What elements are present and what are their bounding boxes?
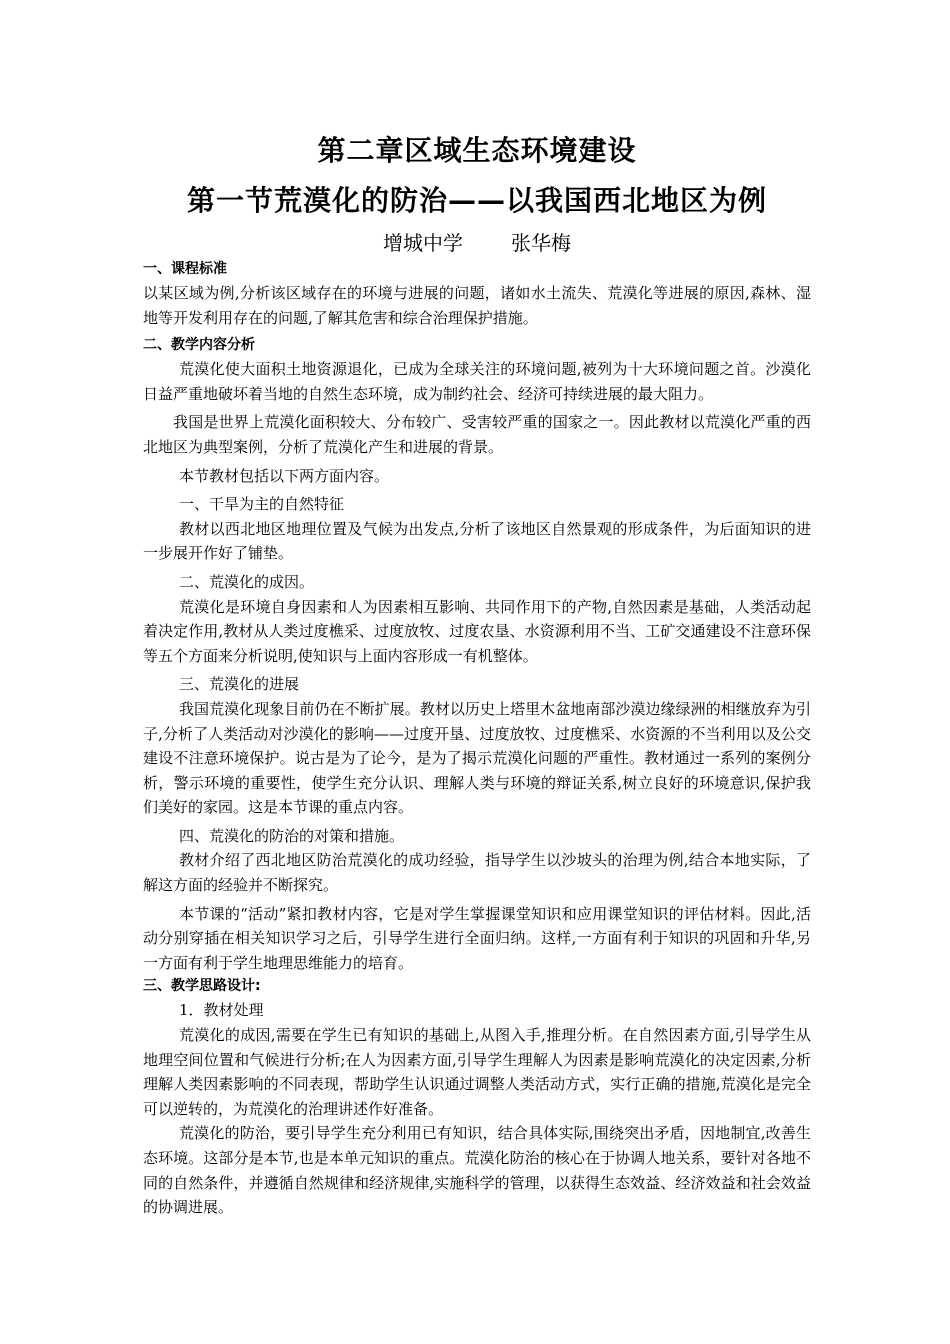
paragraph: 本节课的“活动”紧扣教材内容，它是对学生掌握课堂知识和应用课堂知识的评估材料。因此,活动分别穿插在相关知识学习之后，引导学生进行全面归纳。这样,一方面有利于知识的巩固和升华,另一方面有利于学生地理思维能力的培育。 [143,904,811,972]
section-heading-content-analysis: 二、教学内容分析 [143,337,255,354]
author-name: 张华梅 [511,231,571,255]
subheading: 四、荒漠化的防治的对策和措施。 [179,826,405,845]
document-page [143,128,811,1220]
chapter-title: 第二章区域生态环境建设 [317,134,637,167]
paragraph: 教材以西北地区地理位置及气候为出发点,分析了该地区自然景观的形成条件，为后面知识的进一步展开作好了铺垫。 [143,519,811,563]
section-title: 第一节荒漠化的防治——以我国西北地区为例 [186,184,767,217]
subheading: 二、荒漠化的成因。 [179,572,315,591]
paragraph: 荒漠化是环境自身因素和人为因素相互影响、共同作用下的产物,自然因素是基础，人类活动起着决定作用,教材从人类过度樵采、过度放牧、过度农垦、水资源利用不当、工矿交通建设不注意环保等五个方面来分析说明,使知识与上面内容形成一有机整体。 [143,597,811,665]
paragraph: 以某区域为例,分析该区域存在的环境与进展的问题，诸如水土流失、荒漠化等进展的原因,森林、湿地等开发利用存在的问题,了解其危害和综合治理保护措施。 [143,284,811,327]
paragraph: 教材介绍了西北地区防治荒漠化的成功经验，指导学生以沙坡头的治理为例,结合本地实际，了解这方面的经验并不断探究。 [143,851,811,895]
author-line [143,228,811,258]
subheading: 三、荒漠化的进展 [179,675,300,694]
paragraph: 我国是世界上荒漠化面积较大、分布较广、受害较严重的国家之一。因此教材以荒漠化严重的西北地区为典型案例，分析了荒漠化产生和进展的背景。 [143,413,811,456]
section-heading-curriculum: 一、课程标准 [143,261,227,277]
paragraph: 我国荒漠化现象目前仍在不断扩展。教材以历史上塔里木盆地南部沙漠边缘绿洲的相继放弃为引子,分析了人类活动对沙漠化的影响——过度开垦、过度放牧、过度樵采、水资源的不当利用以及公交建设不注意环境保护。说古是为了论今，是为了揭示荒漠化问题的严重性。教材通过一系列的案例分析，警示环境的重要性，使学生充分认识、理解人类与环境的辩证关系,树立良好的环境意识,保护我们美好的家园。这是本节课的重点内容。 [143,699,811,817]
author-school: 增城中学 [383,231,463,255]
subheading: 一、干旱为主的自然特征 [179,495,345,514]
paragraph: 荒漠化使大面积土地资源退化，已成为全球关注的环境问题,被列为十大环境问题之首。沙漠化日益严重地破坏着当地的自然生态环境，成为制约社会、经济可持续进展的最大阻力。 [143,360,811,403]
paragraph: 荒漠化的成因,需要在学生已有知识的基础上,从图入手,推理分析。在自然因素方面,引导学生从地理空间位置和气候进行分析;在人为因素方面,引导学生理解人为因素是影响荒漠化的决定因素,分析理解人类因素影响的不同表现，帮助学生认识通过调整人类活动方式，实行正确的措施,荒漠化是完全可以逆转的，为荒漠化的治理讲述作好准备。 [143,1026,811,1118]
section-heading-teaching-design: 三、教学思路设计: [143,978,261,995]
subheading: 1．教材处理 [179,1001,264,1020]
paragraph: 荒漠化的防治，要引导学生充分利用已有知识，结合具体实际,围绕突出矛盾，因地制宜,改善生态环境。这部分是本节,也是本单元知识的重点。荒漠化防治的核心在于协调人地关系，要针对各地不同的自然条件，并遵循自然规律和经济规律,实施科学的管理，以获得生态效益、经济效益和社会效益的协调进展。 [143,1124,811,1217]
paragraph: 本节教材包括以下两方面内容。 [179,466,390,485]
